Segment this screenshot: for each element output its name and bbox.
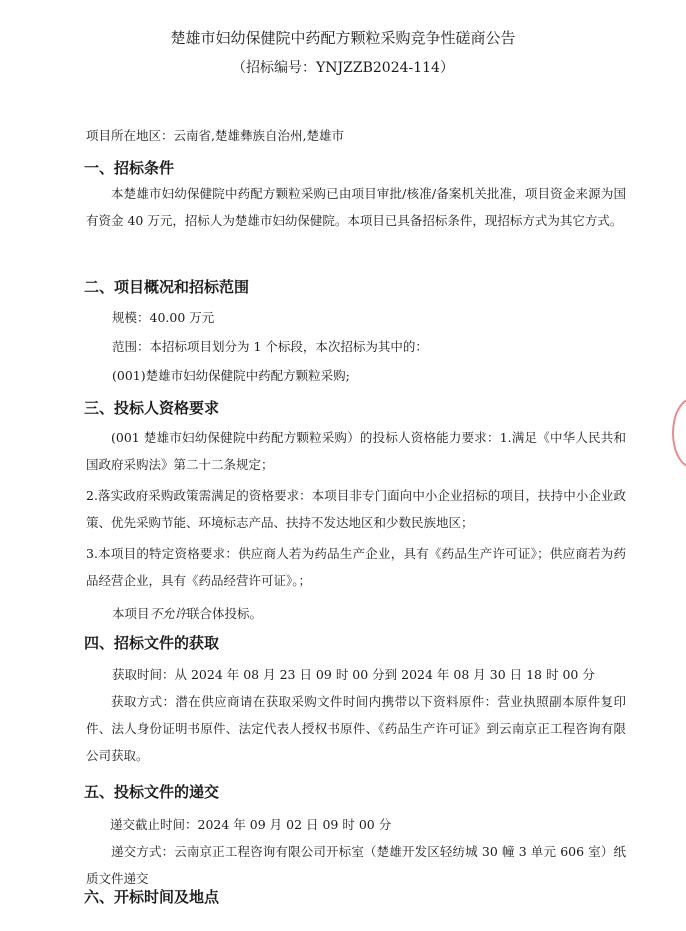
section-heading-3: 三、投标人资格要求	[84, 399, 220, 417]
acquisition-time: 获取时间：从 2024 年 08 月 23 日 09 时 00 分到 2024 年 08 月 30 日 18 时 00 分	[112, 667, 595, 682]
section-heading-5: 五、投标文件的递交	[84, 783, 220, 801]
section-heading-1: 一、招标条件	[84, 159, 175, 177]
seal-stamp-edge	[672, 398, 686, 468]
consortium-not-allowed: 不允许	[149, 606, 188, 621]
document-title: 楚雄市妇幼保健院中药配方颗粒采购竞争性磋商公告	[170, 29, 516, 47]
submission-method: 递交方式：云南京正工程咨询有限公司开标室（楚雄开发区轻纺城 30 幢 3 单元 606 室）纸质文件递交	[86, 844, 626, 886]
tender-number: （招标编号：YNJZZB2024-114）	[232, 60, 454, 76]
lot-item: (001)楚雄市妇幼保健院中药配方颗粒采购;	[112, 368, 350, 383]
consortium-note	[112, 604, 262, 624]
acquisition-method: 获取方式：潜在供应商请在获取采购文件时间内携带以下资料原件：营业执照副本原件复印件、法人身份证明书原件、法定代表人授权书原件、《药品生产许可证》到云南京正工程咨询有限公司获取。	[86, 694, 626, 763]
project-location: 项目所在地区：云南省,楚雄彝族自治州,楚雄市	[86, 128, 344, 143]
qualification-requirement-1: (001 楚雄市妇幼保健院中药配方颗粒采购）的投标人资格能力要求：1.满足《中华人民共和国政府采购法》第二十二条规定；	[86, 430, 626, 472]
project-scale: 规模：40.00 万元	[112, 310, 215, 325]
project-scope: 范围：本招标项目划分为 1 个标段，本次招标为其中的：	[112, 339, 428, 354]
qualification-requirement-3: 3.本项目的特定资格要求：供应商人若为药品生产企业，具有《药品生产许可证》；供应商若为药品经营企业，具有《药品经营许可证》。；	[86, 546, 626, 588]
qualification-requirement-2: 2.落实政府采购政策需满足的资格要求：本项目非专门面向中小企业招标的项目，扶持中小企业政策、优先采购节能、环境标志产品、扶持不发达地区和少数民族地区；	[86, 488, 626, 530]
section-heading-4: 四、招标文件的获取	[84, 634, 220, 652]
consortium-suffix: 联合体投标。	[187, 606, 263, 621]
submission-deadline: 递交截止时间：2024 年 09 月 02 日 09 时 00 分	[110, 817, 392, 832]
consortium-prefix: 本项目	[112, 606, 150, 621]
section-heading-6: 六、开标时间及地点	[84, 888, 220, 906]
section-1-paragraph: 本楚雄市妇幼保健院中药配方颗粒采购已由项目审批/核准/备案机关批准，项目资金来源为国有资金 40 万元，招标人为楚雄市妇幼保健院。本项目已具备招标条件，现招标方式为其它方式。	[86, 186, 626, 228]
section-heading-2: 二、项目概况和招标范围	[84, 278, 250, 296]
